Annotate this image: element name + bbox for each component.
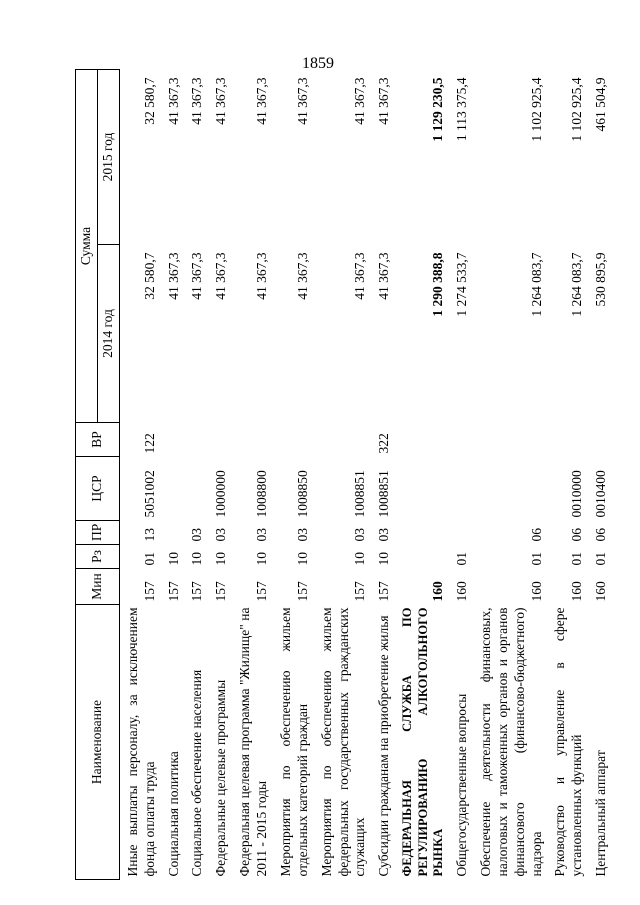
row-pr — [395, 521, 449, 545]
budget-table — [75, 69, 612, 880]
table-header — [76, 69, 120, 879]
row-min: 160 — [454, 581, 469, 602]
row-vr: 322 — [376, 433, 392, 454]
header-2015: 2015 год — [97, 69, 119, 244]
header-2014: 2014 год — [97, 245, 119, 423]
table-row — [208, 69, 232, 879]
row-rz: 10 — [352, 552, 368, 566]
row-rz: 10 — [189, 552, 205, 566]
row-min: 157 — [294, 581, 310, 602]
row-min: 157 — [254, 581, 269, 602]
table-row — [473, 69, 548, 879]
row-csr: 5051002 — [141, 470, 157, 518]
row-csr: 0010000 — [569, 470, 585, 518]
header-vr: ВР — [76, 423, 120, 457]
row-csr — [395, 457, 449, 521]
row-sum-2015: 41 367,3 — [254, 77, 269, 125]
row-csr: 1008851 — [352, 470, 368, 518]
row-pr: 06 — [593, 528, 609, 542]
row-sum-2014: 41 367,3 — [213, 252, 229, 300]
row-vr — [473, 423, 548, 457]
row-vr — [161, 423, 185, 457]
row-rz: 01 — [593, 552, 609, 566]
row-sum-2015: 1 129 230,5 — [430, 77, 446, 142]
row-name: Мероприятия по обеспечению жильем федеральных государственных гражданских служащих — [318, 607, 368, 877]
row-sum-2014: 41 367,3 — [254, 252, 269, 300]
header-pr: ПР — [76, 521, 120, 545]
row-sum-2015: 41 367,3 — [165, 77, 181, 125]
row-pr: 03 — [213, 528, 229, 542]
row-sum-2015: 1 113 375,4 — [454, 77, 469, 142]
row-min: 157 — [352, 581, 368, 602]
row-csr: 1008800 — [254, 470, 269, 518]
row-vr — [208, 423, 232, 457]
row-min: 160 — [528, 581, 544, 602]
row-name: Руководство и управление в сфере установленных функций — [552, 607, 585, 877]
row-name: Центральный аппарат — [593, 750, 609, 877]
table-row — [449, 69, 473, 879]
row-sum-2014: 41 367,3 — [376, 252, 392, 300]
row-sum-2014: 41 367,3 — [352, 252, 368, 300]
row-csr — [449, 457, 473, 521]
row-vr — [314, 423, 372, 457]
row-pr: 03 — [376, 528, 392, 542]
table-row — [395, 69, 449, 879]
row-name: Федеральная целевая программа "Жилище" на 2011 - 2015 годы — [237, 607, 269, 877]
table-row — [588, 69, 612, 879]
row-vr — [273, 423, 314, 457]
row-sum-2014: 1 264 083,7 — [569, 252, 585, 317]
row-pr — [449, 521, 473, 545]
table-row — [547, 69, 588, 879]
row-sum-2014: 1 274 533,7 — [454, 252, 469, 317]
page-number: 1859 — [302, 55, 334, 72]
row-rz: 10 — [165, 552, 181, 566]
header-min: Мин — [76, 569, 120, 605]
row-sum-2014: 530 895,9 — [593, 252, 609, 307]
row-sum-2015: 41 367,3 — [376, 77, 392, 125]
row-pr: 13 — [141, 528, 157, 542]
row-sum-2014: 41 367,3 — [189, 252, 205, 300]
row-rz: 01 — [569, 552, 585, 566]
row-name: Социальное обеспечение населения — [189, 669, 205, 877]
row-name: Общегосударственные вопросы — [454, 693, 469, 877]
row-min: 157 — [376, 581, 392, 602]
row-sum-2015: 41 367,3 — [352, 77, 368, 125]
table-row — [314, 69, 372, 879]
row-rz: 01 — [141, 552, 157, 566]
row-sum-2014: 1 264 083,7 — [528, 252, 544, 317]
row-vr: 122 — [141, 433, 157, 454]
table-row — [184, 69, 208, 879]
row-csr: 0010400 — [593, 470, 609, 518]
row-min: 160 — [593, 581, 609, 602]
row-csr: 1008851 — [376, 470, 392, 518]
row-rz: 10 — [294, 552, 310, 566]
row-rz: 01 — [528, 552, 544, 566]
row-name: Субсидии гражданам на приобретение жилья — [376, 615, 392, 877]
table-row — [232, 69, 273, 879]
row-pr — [161, 521, 185, 545]
row-min: 157 — [189, 581, 205, 602]
row-name: Иные выплаты персоналу, за исключением фонда оплаты труда — [124, 607, 157, 877]
row-sum-2015: 41 367,3 — [189, 77, 205, 125]
row-vr — [395, 423, 449, 457]
row-rz: 10 — [376, 552, 392, 566]
row-sum-2014: 41 367,3 — [294, 252, 310, 300]
row-vr — [588, 423, 612, 457]
row-min: 160 — [569, 581, 585, 602]
row-vr — [184, 423, 208, 457]
header-rz: Рз — [76, 545, 120, 569]
row-sum-2015: 41 367,3 — [294, 77, 310, 125]
row-csr — [161, 457, 185, 521]
row-sum-2015: 461 504,9 — [593, 77, 609, 132]
row-sum-2014: 1 290 388,8 — [430, 252, 446, 317]
row-rz: 01 — [454, 552, 469, 566]
row-min: 157 — [213, 581, 229, 602]
table-row — [161, 69, 185, 879]
row-vr — [449, 423, 473, 457]
row-vr — [547, 423, 588, 457]
row-pr: 06 — [528, 528, 544, 542]
budget-table-rotated — [75, 70, 609, 880]
row-name: ФЕДЕРАЛЬНАЯ СЛУЖБА ПО РЕГУЛИРОВАНИЮ АЛКОГОЛЬНОГО РЫНКА — [400, 607, 446, 877]
header-csr: ЦСР — [76, 457, 120, 521]
row-sum-2014: 41 367,3 — [165, 252, 181, 300]
row-pr: 03 — [352, 528, 368, 542]
row-rz: 10 — [213, 552, 229, 566]
row-csr: 1000000 — [213, 470, 229, 518]
table-row — [119, 69, 160, 879]
row-name: Обеспечение деятельности финансовых, налоговых и таможенных органов и органов финансового (финансово-бюджетного) надзора — [477, 607, 544, 877]
row-sum-2015: 1 102 925,4 — [528, 77, 544, 142]
row-csr — [473, 457, 548, 521]
row-pr: 03 — [294, 528, 310, 542]
header-sum: Сумма — [76, 69, 98, 422]
header-name: Наименование — [76, 605, 120, 880]
table-row — [371, 69, 395, 879]
row-sum-2015: 1 102 925,4 — [569, 77, 585, 142]
row-rz — [395, 545, 449, 569]
row-sum-2015: 41 367,3 — [213, 77, 229, 125]
row-sum-2014: 32 580,7 — [141, 252, 157, 300]
row-name: Федеральные целевые программы — [213, 679, 229, 877]
row-csr — [184, 457, 208, 521]
row-name: Мероприятия по обеспечению жильем отдельных категорий граждан — [277, 607, 310, 877]
row-name: Социальная политика — [165, 751, 181, 877]
row-min: 157 — [141, 581, 157, 602]
row-csr: 1008850 — [294, 470, 310, 518]
row-rz: 10 — [254, 552, 269, 566]
row-vr — [232, 423, 273, 457]
row-pr: 06 — [569, 528, 585, 542]
row-min: 160 — [430, 581, 446, 602]
row-sum-2015: 32 580,7 — [141, 77, 157, 125]
table-row — [273, 69, 314, 879]
row-pr: 03 — [254, 528, 269, 542]
row-pr: 03 — [189, 528, 205, 542]
row-min: 157 — [165, 581, 181, 602]
table-body — [119, 69, 612, 879]
